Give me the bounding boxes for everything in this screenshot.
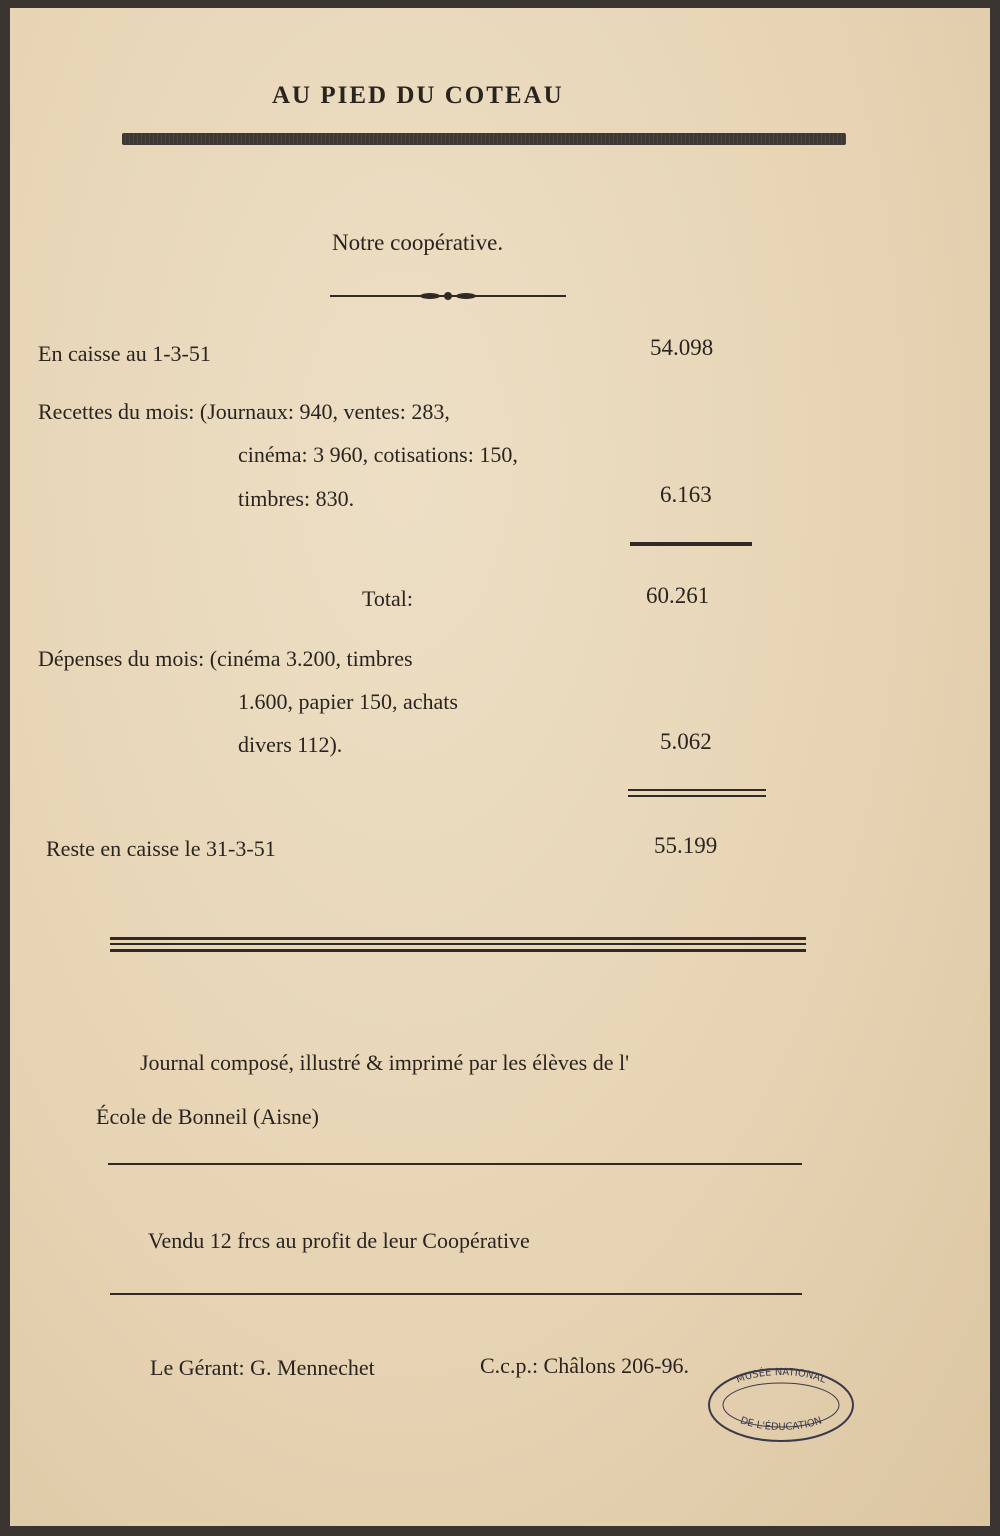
section-title: Notre coopérative. bbox=[332, 230, 504, 255]
title-rule bbox=[122, 133, 846, 145]
opening-balance-label: En caisse au 1-3-51 bbox=[38, 341, 211, 366]
section-rule-1 bbox=[110, 937, 806, 940]
receipts-value: 6.163 bbox=[660, 482, 712, 507]
svg-text:DE L'ÉDUCATION bbox=[739, 1415, 824, 1433]
section-rule-2 bbox=[110, 943, 806, 945]
receipts-line-3: timbres: 830. bbox=[238, 486, 355, 511]
subtotal-rule bbox=[630, 542, 752, 546]
credit-line-1: Journal composé, illustré & imprimé par les élèves de l' bbox=[140, 1050, 630, 1075]
opening-balance-value: 54.098 bbox=[650, 335, 714, 360]
final-rule-upper bbox=[628, 789, 766, 791]
credit-rule bbox=[108, 1163, 802, 1165]
final-rule-lower bbox=[628, 795, 766, 797]
total-value: 60.261 bbox=[646, 583, 710, 608]
section-rule-3 bbox=[110, 949, 806, 952]
expenses-value: 5.062 bbox=[660, 729, 712, 754]
page-title: AU PIED DU COTEAU bbox=[272, 82, 564, 109]
museum-stamp bbox=[707, 1365, 857, 1445]
expenses-line-2: 1.600, papier 150, achats bbox=[238, 689, 458, 714]
receipts-line-2: cinéma: 3 960, cotisations: 150, bbox=[238, 442, 518, 467]
document-page bbox=[10, 8, 990, 1526]
credit-line-2: École de Bonneil (Aisne) bbox=[96, 1104, 319, 1129]
expenses-line-1: Dépenses du mois: (cinéma 3.200, timbres bbox=[38, 646, 413, 671]
expenses-line-3: divers 112). bbox=[238, 732, 343, 757]
ornament-divider bbox=[330, 288, 570, 304]
stamp-bottom-text: DE L'ÉDUCATION bbox=[738, 1415, 824, 1433]
closing-balance-label: Reste en caisse le 31-3-51 bbox=[46, 836, 276, 861]
price-rule bbox=[110, 1293, 802, 1295]
receipts-line-1: Recettes du mois: (Journaux: 940, ventes: 283, bbox=[38, 399, 450, 424]
price-line: Vendu 12 frcs au profit de leur Coopérative bbox=[148, 1228, 530, 1253]
postal-account: C.c.p.: Châlons 206-96. bbox=[480, 1353, 689, 1378]
stamp-top-text: MUSÉE NATIONAL bbox=[734, 1366, 828, 1386]
manager-line: Le Gérant: G. Mennechet bbox=[150, 1355, 375, 1380]
closing-balance-value: 55.199 bbox=[654, 833, 718, 858]
total-label: Total: bbox=[362, 586, 414, 611]
